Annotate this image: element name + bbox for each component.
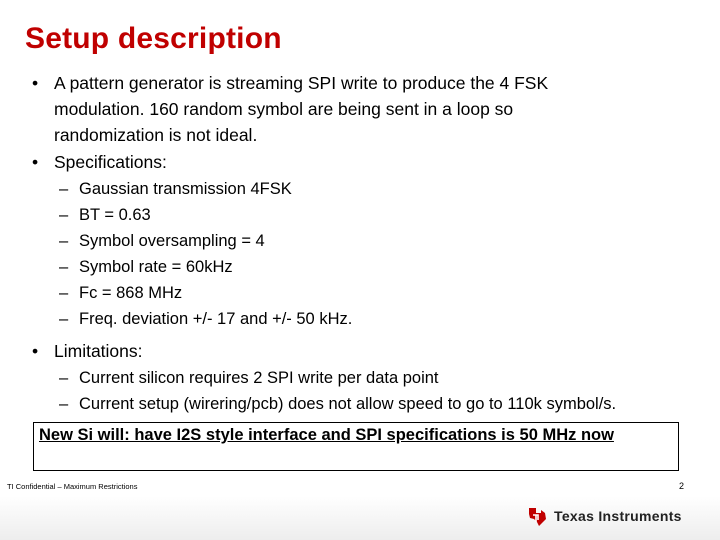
ti-logo bbox=[526, 504, 682, 528]
bullet-text: A pattern generator is streaming SPI write to produce the 4 FSK modulation. 160 random symbol are being sent in a loop so randomization is not ideal. bbox=[54, 73, 549, 145]
slide-title: Setup description bbox=[25, 22, 282, 55]
confidentiality-label: TI Confidential – Maximum Restrictions bbox=[7, 482, 138, 491]
texas-state-icon bbox=[526, 505, 548, 527]
bullet-marker: • bbox=[32, 73, 39, 93]
bullet-specifications bbox=[32, 149, 672, 175]
bullet-marker: • bbox=[32, 341, 39, 361]
ti-logo-text: Texas Instruments bbox=[554, 508, 682, 524]
bullet-pattern-generator bbox=[32, 70, 672, 148]
bullet-limitations bbox=[32, 338, 672, 364]
bullet-marker: • bbox=[32, 152, 39, 172]
bullet-text: Limitations: bbox=[54, 341, 143, 361]
note-text: New Si will: have I2S style interface and SPI specifications is 50 MHz now bbox=[39, 426, 614, 444]
page-number: 2 bbox=[678, 481, 684, 491]
note-box bbox=[33, 422, 679, 471]
bullet-text: Specifications: bbox=[54, 152, 167, 172]
